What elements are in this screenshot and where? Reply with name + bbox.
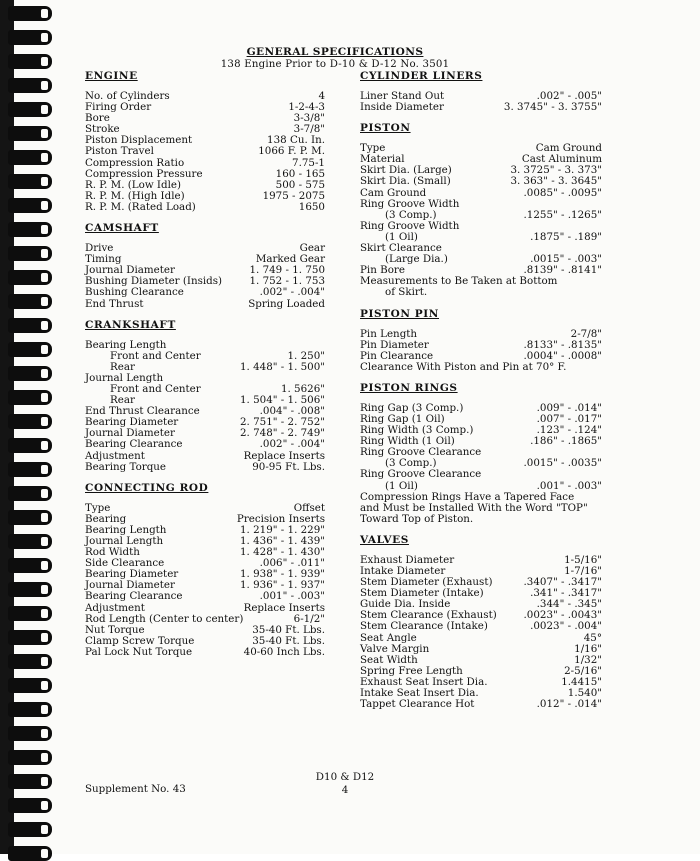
spec-value: 500 - 575 xyxy=(275,178,325,191)
spec-label: R. P. M. (Low Idle) xyxy=(85,178,181,191)
page-title: GENERAL SPECIFICATIONS xyxy=(246,46,424,58)
spec-label: Inside Diameter xyxy=(360,101,444,114)
spec-value: 1. 504" - 1. 506" xyxy=(240,394,325,407)
binding-ring xyxy=(8,678,52,693)
spec-value: 1.540" xyxy=(567,687,602,700)
spec-label: Material xyxy=(360,153,405,166)
spec-label: Nut Torque xyxy=(85,623,145,636)
spec-value: 1-2-4-3 xyxy=(288,101,325,114)
spec-row xyxy=(85,451,325,462)
spec-value: 1. 436" - 1. 439" xyxy=(240,535,325,547)
binding-ring xyxy=(8,174,52,189)
spec-label: Exhaust Seat Insert Dia. xyxy=(360,675,488,688)
binding-ring xyxy=(8,6,52,21)
spec-value: 138 Cu. In. xyxy=(267,134,325,147)
binding-ring xyxy=(8,798,52,813)
spec-value: .8133" - .8135" xyxy=(523,338,602,351)
spec-label: Journal Length xyxy=(85,535,164,547)
spec-label: Journal Diameter xyxy=(85,427,175,440)
spec-label: No. of Cylinders xyxy=(85,90,170,102)
spec-value: 3-7/8" xyxy=(293,123,325,136)
spec-value: Replace Inserts xyxy=(243,449,325,462)
spec-value: .001" - .003" xyxy=(259,590,325,603)
spec-label: Bore xyxy=(85,112,110,125)
spec-value: 1/32" xyxy=(574,653,602,666)
spec-label: Bearing Length xyxy=(85,523,167,536)
binding-ring xyxy=(8,366,52,381)
spec-value: 1. 752 - 1. 753 xyxy=(249,275,325,288)
spec-value: 3. 3745" - 3. 3755" xyxy=(503,101,602,114)
spec-row xyxy=(85,146,325,157)
spec-label: Rear xyxy=(110,394,135,407)
binding-ring xyxy=(8,78,52,93)
spec-label: Seat Width xyxy=(360,653,418,666)
section-gap xyxy=(360,299,602,309)
spec-value: 2. 751" - 2. 752" xyxy=(240,416,325,429)
spec-label: Adjustment xyxy=(85,449,145,462)
spec-label: Clamp Screw Torque xyxy=(85,634,195,647)
spec-label: Intake Seat Insert Dia. xyxy=(360,687,479,700)
spec-value: Precision Inserts xyxy=(236,512,325,525)
spiral-binding xyxy=(0,0,58,854)
spec-row xyxy=(85,462,325,473)
binding-ring xyxy=(8,414,52,429)
binding-ring xyxy=(8,774,52,789)
spec-value: 6-1/2" xyxy=(293,612,325,625)
spec-label: Ring Width (1 Oil) xyxy=(360,435,455,448)
spec-row xyxy=(85,299,325,310)
spec-value: .006" - .011" xyxy=(259,557,325,570)
binding-ring xyxy=(8,390,52,405)
section-title: VALVES xyxy=(360,533,409,546)
spec-value: 1. 250" xyxy=(287,349,325,362)
title-gap xyxy=(85,496,325,503)
binding-ring xyxy=(8,654,52,669)
spec-label: Skirt Clearance xyxy=(360,242,442,255)
spec-value: Cast Aluminum xyxy=(521,153,602,166)
spec-label: Valve Margin xyxy=(360,642,430,655)
footer-page-number: 4 xyxy=(341,784,349,796)
binding-ring xyxy=(8,582,52,597)
spec-value: Marked Gear xyxy=(255,253,325,266)
binding-ring xyxy=(8,150,52,165)
spec-value: .002" - .005" xyxy=(536,90,602,102)
spec-label: Rear xyxy=(110,360,135,373)
binding-ring xyxy=(8,294,52,309)
spec-value: 7.75-1 xyxy=(292,156,325,169)
spec-row xyxy=(360,102,602,113)
spec-value: Cam Ground xyxy=(535,142,602,155)
section-title: PISTON RINGS xyxy=(360,381,458,394)
spec-label: Piston Travel xyxy=(85,145,154,158)
spec-label: (1 Oil) xyxy=(385,230,418,243)
spec-value: .001" - .003" xyxy=(536,479,602,492)
section-title: CONNECTING ROD xyxy=(85,481,209,494)
spec-value: .1875" - .189" xyxy=(530,230,602,243)
spec-row xyxy=(85,113,325,124)
spec-value: 2-7/8" xyxy=(570,327,602,340)
spec-value: .0085" - .0095" xyxy=(523,186,602,199)
spec-label: Ring Groove Clearance xyxy=(360,446,482,459)
spec-value: 45° xyxy=(583,631,602,644)
spec-label: Bearing Clearance xyxy=(85,590,183,603)
spec-label: Piston Displacement xyxy=(85,134,193,147)
footer-model: D10 & D12 xyxy=(315,771,375,783)
spec-label: Journal Diameter xyxy=(85,264,175,277)
spec-label: Drive xyxy=(85,242,114,255)
spec-label: Front and Center xyxy=(110,349,201,362)
spec-label: Stroke xyxy=(85,123,120,136)
spec-label: (3 Comp.) xyxy=(385,457,437,470)
spec-row xyxy=(360,188,602,199)
spec-row xyxy=(360,699,602,710)
spec-label: Stem Clearance (Intake) xyxy=(360,620,488,633)
spec-label: Ring Gap (3 Comp.) xyxy=(360,401,464,414)
right-column xyxy=(360,71,602,710)
spec-value: 2. 748" - 2. 749" xyxy=(240,427,325,440)
spec-value: 1. 428" - 1. 430" xyxy=(240,546,325,559)
binding-ring xyxy=(8,30,52,45)
spec-label: Front and Center xyxy=(110,382,201,395)
binding-ring xyxy=(8,750,52,765)
spec-note: Measurements to Be Taken at Bottom xyxy=(360,275,558,288)
binding-ring xyxy=(8,222,52,237)
spec-value: 1975 - 2075 xyxy=(262,189,325,202)
spec-value: .344" - .345" xyxy=(536,598,602,611)
spec-label: Pin Clearance xyxy=(360,349,434,362)
spec-row xyxy=(85,591,325,602)
spec-row xyxy=(85,647,325,658)
spec-row xyxy=(360,329,602,340)
spec-label: Stem Clearance (Exhaust) xyxy=(360,609,497,622)
spec-label: Bearing Length xyxy=(85,338,167,351)
spec-row xyxy=(360,633,602,644)
spec-value: .002" - .004" xyxy=(259,286,325,299)
section-title: ENGINE xyxy=(85,70,138,82)
spec-label: Cam Ground xyxy=(360,186,427,199)
spec-value: .009" - .014" xyxy=(536,401,602,414)
spec-note: Toward Top of Piston. xyxy=(360,512,474,525)
binding-ring xyxy=(8,702,52,717)
spec-value: 2-5/16" xyxy=(564,664,602,677)
spec-label: Timing xyxy=(85,253,122,266)
spec-value: .1255" - .1265" xyxy=(523,208,602,221)
spec-row xyxy=(360,481,602,492)
binding-ring xyxy=(8,462,52,477)
spec-label: Pin Length xyxy=(360,327,418,340)
section-title: CAMSHAFT xyxy=(85,222,159,235)
spec-value: 1-5/16" xyxy=(564,553,602,566)
spec-label: Skirt Dia. (Large) xyxy=(360,164,452,177)
spec-label: Bearing xyxy=(85,512,127,525)
spec-value: 1. 749 - 1. 750 xyxy=(249,264,325,277)
binding-ring xyxy=(8,246,52,261)
binding-ring xyxy=(8,534,52,549)
spec-label: Tappet Clearance Hot xyxy=(360,698,475,711)
spec-value: .186" - .1865" xyxy=(530,435,602,448)
binding-ring xyxy=(8,726,52,741)
spec-value: 35-40 Ft. Lbs. xyxy=(252,623,325,636)
spec-value: 1. 938" - 1. 939" xyxy=(240,568,325,581)
spec-row xyxy=(360,176,602,187)
footer-model-page xyxy=(300,771,390,797)
spec-note: Compression Rings Have a Tapered Face xyxy=(360,490,575,503)
binding-ring xyxy=(8,54,52,69)
spec-value: .8139" - .8141" xyxy=(523,264,602,277)
spec-value: 1066 F. P. M. xyxy=(258,145,325,158)
spec-value: 35-40 Ft. Lbs. xyxy=(252,634,325,647)
spec-value: 1. 448" - 1. 500" xyxy=(240,360,325,373)
spec-row xyxy=(85,603,325,614)
binding-ring xyxy=(8,606,52,621)
section-title: CYLINDER LINERS xyxy=(360,70,483,82)
left-column xyxy=(85,71,325,658)
spec-label: Guide Dia. Inside xyxy=(360,598,451,611)
binding-ring xyxy=(8,318,52,333)
spec-label: Skirt Dia. (Small) xyxy=(360,175,451,188)
spec-value: 1/16" xyxy=(574,642,602,655)
spec-note: and Must be Installed With the Word "TOP" xyxy=(360,501,588,514)
spec-label: Seat Angle xyxy=(360,631,417,644)
spec-value: .012" - .014" xyxy=(536,698,602,711)
spec-label: Rod Length (Center to center) xyxy=(85,612,244,625)
spec-label: Compression Ratio xyxy=(85,156,185,169)
spec-value: 160 - 165 xyxy=(275,167,325,180)
spec-label: Type xyxy=(85,501,111,514)
binding-ring xyxy=(8,438,52,453)
spec-label: Side Clearance xyxy=(85,557,165,570)
spec-note: Clearance With Piston and Pin at 70° F. xyxy=(360,360,567,373)
section-title: CRANKSHAFT xyxy=(85,318,176,331)
page-subtitle: 138 Engine Prior to D-10 & D-12 No. 3501 xyxy=(220,59,450,70)
binding-ring xyxy=(8,822,52,837)
spec-value: .007" - .017" xyxy=(536,412,602,425)
spec-value: 1.4415" xyxy=(561,675,602,688)
spec-label: Rod Width xyxy=(85,546,140,559)
spec-label: Bearing Clearance xyxy=(85,438,183,451)
binding-ring xyxy=(8,126,52,141)
spec-note: of Skirt. xyxy=(385,286,428,299)
spec-label: Pal Lock Nut Torque xyxy=(85,645,193,658)
spec-value: .002" - .004" xyxy=(259,438,325,451)
spec-label: Bearing Torque xyxy=(85,460,167,473)
spec-label: Intake Diameter xyxy=(360,565,446,577)
spec-label: Liner Stand Out xyxy=(360,90,445,102)
spec-label: R. P. M. (Rated Load) xyxy=(85,200,196,213)
spec-label: Compression Pressure xyxy=(85,167,203,180)
spec-label: Ring Groove Width xyxy=(360,219,460,232)
spec-value: 90-95 Ft. Lbs. xyxy=(252,460,325,473)
spec-row xyxy=(360,469,602,480)
spec-value: Gear xyxy=(299,242,325,255)
spec-label: Adjustment xyxy=(85,601,145,614)
binding-ring xyxy=(8,270,52,285)
spec-label: Stem Diameter (Intake) xyxy=(360,587,484,600)
spec-value: 3-3/8" xyxy=(293,112,325,125)
section-title: PISTON PIN xyxy=(360,307,440,320)
spec-value: .0015" - .003" xyxy=(530,253,602,266)
spec-value: 3. 363" - 3. 3645" xyxy=(510,175,602,188)
spec-value: .3407" - .3417" xyxy=(523,576,602,589)
binding-ring xyxy=(8,510,52,525)
spec-value: 1. 936" - 1. 937" xyxy=(240,579,325,592)
spec-value: 1650 xyxy=(298,200,325,213)
spec-row xyxy=(85,102,325,113)
footer-supplement: Supplement No. 43 xyxy=(85,783,186,795)
spec-label: Exhaust Diameter xyxy=(360,553,455,566)
spec-label: Pin Bore xyxy=(360,264,405,277)
spec-value: Replace Inserts xyxy=(243,601,325,614)
binding-ring xyxy=(8,486,52,501)
spec-row xyxy=(85,287,325,298)
spec-label: (3 Comp.) xyxy=(385,208,437,221)
spec-row xyxy=(85,202,325,213)
spec-value: Offset xyxy=(293,501,325,514)
binding-ring xyxy=(8,102,52,117)
spec-label: Firing Order xyxy=(85,101,152,114)
spec-label: (1 Oil) xyxy=(385,479,418,492)
spec-label: Journal Length xyxy=(85,371,164,384)
spec-label: End Thrust Clearance xyxy=(85,405,200,418)
spec-value: Spring Loaded xyxy=(248,297,325,310)
spec-value: 1. 219" - 1. 229" xyxy=(240,523,325,536)
spec-value: 40-60 Inch Lbs. xyxy=(243,645,325,658)
spec-value: .0004" - .0008" xyxy=(523,349,602,362)
spec-row xyxy=(85,439,325,450)
spec-row xyxy=(85,158,325,169)
spec-value: .0023" - .004" xyxy=(530,620,602,633)
spec-label: Ring Width (3 Comp.) xyxy=(360,424,474,437)
spec-label: Bushing Diameter (Insids) xyxy=(85,275,223,288)
spec-value: .123" - .124" xyxy=(536,424,602,437)
spec-label: Ring Groove Clearance xyxy=(360,468,482,481)
section-title: PISTON xyxy=(360,122,411,135)
spec-value: 1. 5626" xyxy=(280,382,325,395)
spec-label: R. P. M. (High Idle) xyxy=(85,189,185,202)
title-gap xyxy=(85,236,325,243)
spec-label: Bearing Diameter xyxy=(85,568,179,581)
spec-row xyxy=(360,621,602,632)
spec-label: Stem Diameter (Exhaust) xyxy=(360,576,493,589)
binding-ring xyxy=(8,558,52,573)
spec-value: 3. 3725" - 3. 373" xyxy=(510,164,602,177)
spec-label: Bearing Diameter xyxy=(85,416,179,429)
spec-value: 1-7/16" xyxy=(564,565,602,577)
spec-label: Journal Diameter xyxy=(85,579,175,592)
binding-ring xyxy=(8,198,52,213)
spec-label: Type xyxy=(360,142,386,155)
spec-value: .0023" - .0043" xyxy=(523,609,602,622)
spec-label: Ring Gap (1 Oil) xyxy=(360,412,445,425)
spec-label: Spring Free Length xyxy=(360,664,463,677)
binding-ring xyxy=(8,342,52,357)
spec-label: Pin Diameter xyxy=(360,338,429,351)
spec-value: .004" - .008" xyxy=(259,405,325,418)
spec-value: 4 xyxy=(318,90,325,102)
spec-label: Ring Groove Width xyxy=(360,197,460,210)
spec-label: (Large Dia.) xyxy=(385,253,448,266)
spec-value: .341" - .3417" xyxy=(530,587,602,600)
spec-value: .0015" - .0035" xyxy=(523,457,602,470)
spec-label: End Thrust xyxy=(85,297,144,310)
spec-label: Bushing Clearance xyxy=(85,286,184,299)
binding-ring xyxy=(8,630,52,645)
